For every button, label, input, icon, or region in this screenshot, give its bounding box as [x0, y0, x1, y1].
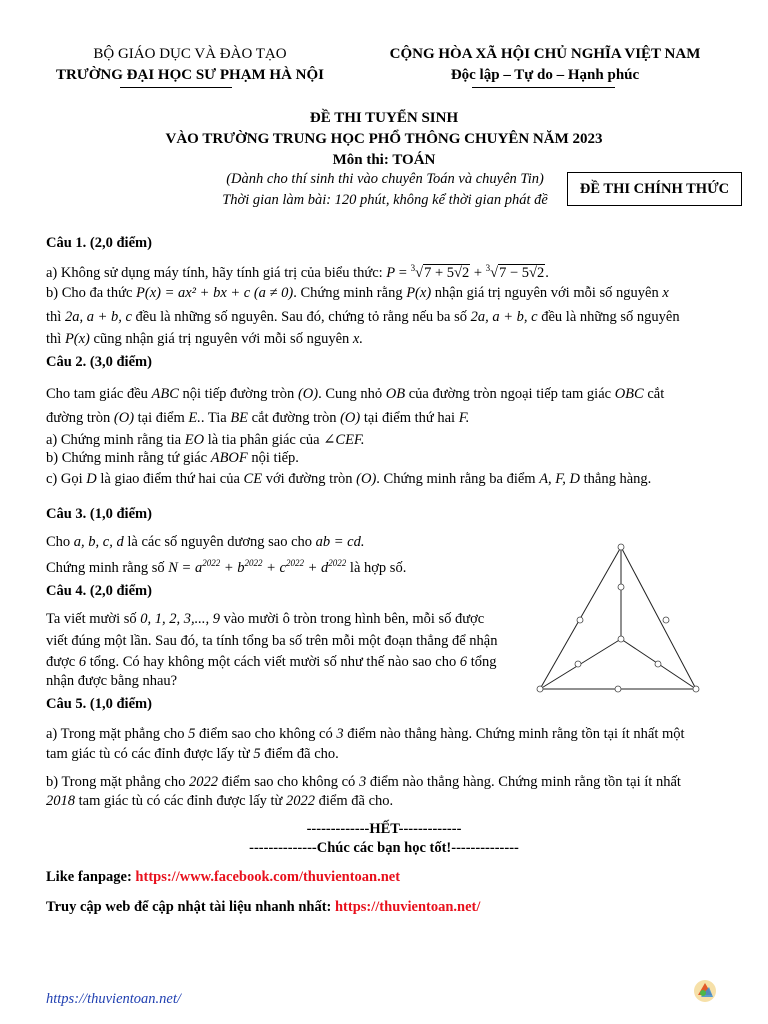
q4-heading: Câu 4. (2,0 điểm) — [46, 583, 152, 599]
fanpage-link[interactable]: https://www.facebook.com/thuvientoan.net — [135, 869, 401, 885]
q5-part-a-line1: a) Trong mặt phẳng cho 5 điểm sao cho không có 3 điểm nào thẳng hàng. Chứng minh rằng tồn tại ít nhất một — [46, 726, 685, 742]
q1-part-a: a) Không sử dụng máy tính, hãy tính giá trị của biểu thức: P = $^3$√7 + 5√2 + $^3$√7 − 5√2. — [46, 263, 549, 281]
q1-heading: Câu 1. (2,0 điểm) — [46, 235, 152, 251]
country-name: CỘNG HÒA XÃ HỘI CHỦ NGHĨA VIỆT NAM — [389, 46, 701, 62]
q2-heading: Câu 2. (3,0 điểm) — [46, 354, 152, 370]
exam-time: Thời gian làm bài: 120 phút, không kể thời gian phát đề — [222, 192, 548, 208]
q3-line1: Cho a, b, c, d là các số nguyên dương sao cho ab = cd. — [46, 534, 365, 550]
node-circle — [575, 661, 581, 667]
q4-line2: viết đúng một lần. Sau đó, ta tính tổng ba số trên mỗi một đoạn thẳng để nhận — [46, 633, 498, 649]
exam-subject: Môn thi: TOÁN — [332, 152, 436, 168]
q5-part-b-line2: 2018 tam giác tù có các đỉnh được lấy từ 2022 điểm đã cho. — [46, 793, 394, 809]
q2-part-b: b) Chứng minh rằng tứ giác ABOF nội tiếp. — [46, 450, 299, 466]
bottom-website-link[interactable]: https://thuvientoan.net/ — [46, 991, 181, 1007]
triangle-figure — [530, 535, 710, 700]
q5-part-a-line2: tam giác tù có các đỉnh được lấy từ 5 điểm đã cho. — [46, 746, 339, 762]
q2-part-c: c) Gọi D là giao điểm thứ hai của CE với đường tròn (O). Chứng minh rằng ba điểm A, F, D thẳng hàng. — [46, 471, 652, 487]
q4-line1: Ta viết mười số 0, 1, 2, 3,..., 9 vào mười ô tròn trong hình bên, mỗi số được — [46, 611, 485, 627]
website-line: Truy cập web để cập nhật tài liệu nhanh nhất: https://thuvientoan.net/ — [46, 899, 481, 915]
q5-heading: Câu 5. (1,0 điểm) — [46, 696, 152, 712]
node-circle — [655, 661, 661, 667]
q4-line4: nhận được bằng nhau? — [46, 673, 178, 689]
official-exam-box: ĐỀ THI CHÍNH THỨC — [567, 172, 742, 206]
q3-heading: Câu 3. (1,0 điểm) — [46, 506, 152, 522]
end-marker: -------------HẾT------------- — [306, 821, 462, 837]
site-logo-icon — [692, 978, 718, 1004]
q1-part-b-line1: b) Cho đa thức P(x) = ax² + bx + c (a ≠ 0). Chứng minh rằng P(x) nhận giá trị nguyên với mỗi số nguyên x — [46, 285, 669, 301]
q2-part-a: a) Chứng minh rằng tia EO là tia phân giác của ∠CEF. — [46, 432, 365, 448]
exam-title: ĐỀ THI TUYỂN SINH — [309, 110, 459, 126]
node-circle — [618, 544, 624, 550]
node-circle — [577, 617, 583, 623]
exam-subtitle: VÀO TRƯỜNG TRUNG HỌC PHỔ THÔNG CHUYÊN NĂM 2023 — [165, 131, 603, 147]
exam-target: (Dành cho thí sinh thi vào chuyên Toán và chuyên Tin) — [226, 171, 544, 187]
node-circle — [537, 686, 543, 692]
fanpage-line: Like fanpage: https://www.facebook.com/thuvientoan.net — [46, 869, 401, 885]
q2-line2: đường tròn (O) tại điểm E.. Tia BE cắt đường tròn (O) tại điểm thứ hai F. — [46, 410, 470, 426]
website-link[interactable]: https://thuvientoan.net/ — [334, 899, 481, 915]
motto: Độc lập – Tự do – Hạnh phúc — [450, 67, 640, 83]
university-name: TRƯỜNG ĐẠI HỌC SƯ PHẠM HÀ NỘI — [55, 67, 325, 83]
q1-part-b-line2: thì 2a, a + b, c đều là những số nguyên. Sau đó, chứng tỏ rằng nếu ba số 2a, a + b, c đều là những số nguyên — [46, 309, 680, 325]
node-circle — [618, 584, 624, 590]
node-circle — [615, 686, 621, 692]
node-circle — [693, 686, 699, 692]
q4-line3: được 6 tổng. Có hay không một cách viết mười số như thế nào sao cho 6 tổng — [46, 654, 497, 670]
q1-part-b-line3: thì P(x) cũng nhận giá trị nguyên với mỗi số nguyên x. — [46, 331, 363, 347]
q3-line2: Chứng minh rằng số $N = a^{2022} + b^{2022} + c^{2022} + d^{2022}$ là hợp số. — [46, 558, 407, 576]
good-luck-message: --------------Chúc các bạn học tốt!-------------- — [249, 840, 519, 856]
node-circle — [663, 617, 669, 623]
ministry-name: BỘ GIÁO DỤC VÀ ĐÀO TẠO — [93, 46, 287, 62]
node-circle — [618, 636, 624, 642]
q5-part-b-line1: b) Trong mặt phẳng cho 2022 điểm sao cho không có 3 điểm nào thẳng hàng. Chứng minh rằng tồn tại ít nhất — [46, 774, 681, 790]
q2-line1: Cho tam giác đều ABC nội tiếp đường tròn (O). Cung nhỏ OB của đường tròn ngoại tiếp tam giác OBC cắt — [46, 386, 665, 402]
